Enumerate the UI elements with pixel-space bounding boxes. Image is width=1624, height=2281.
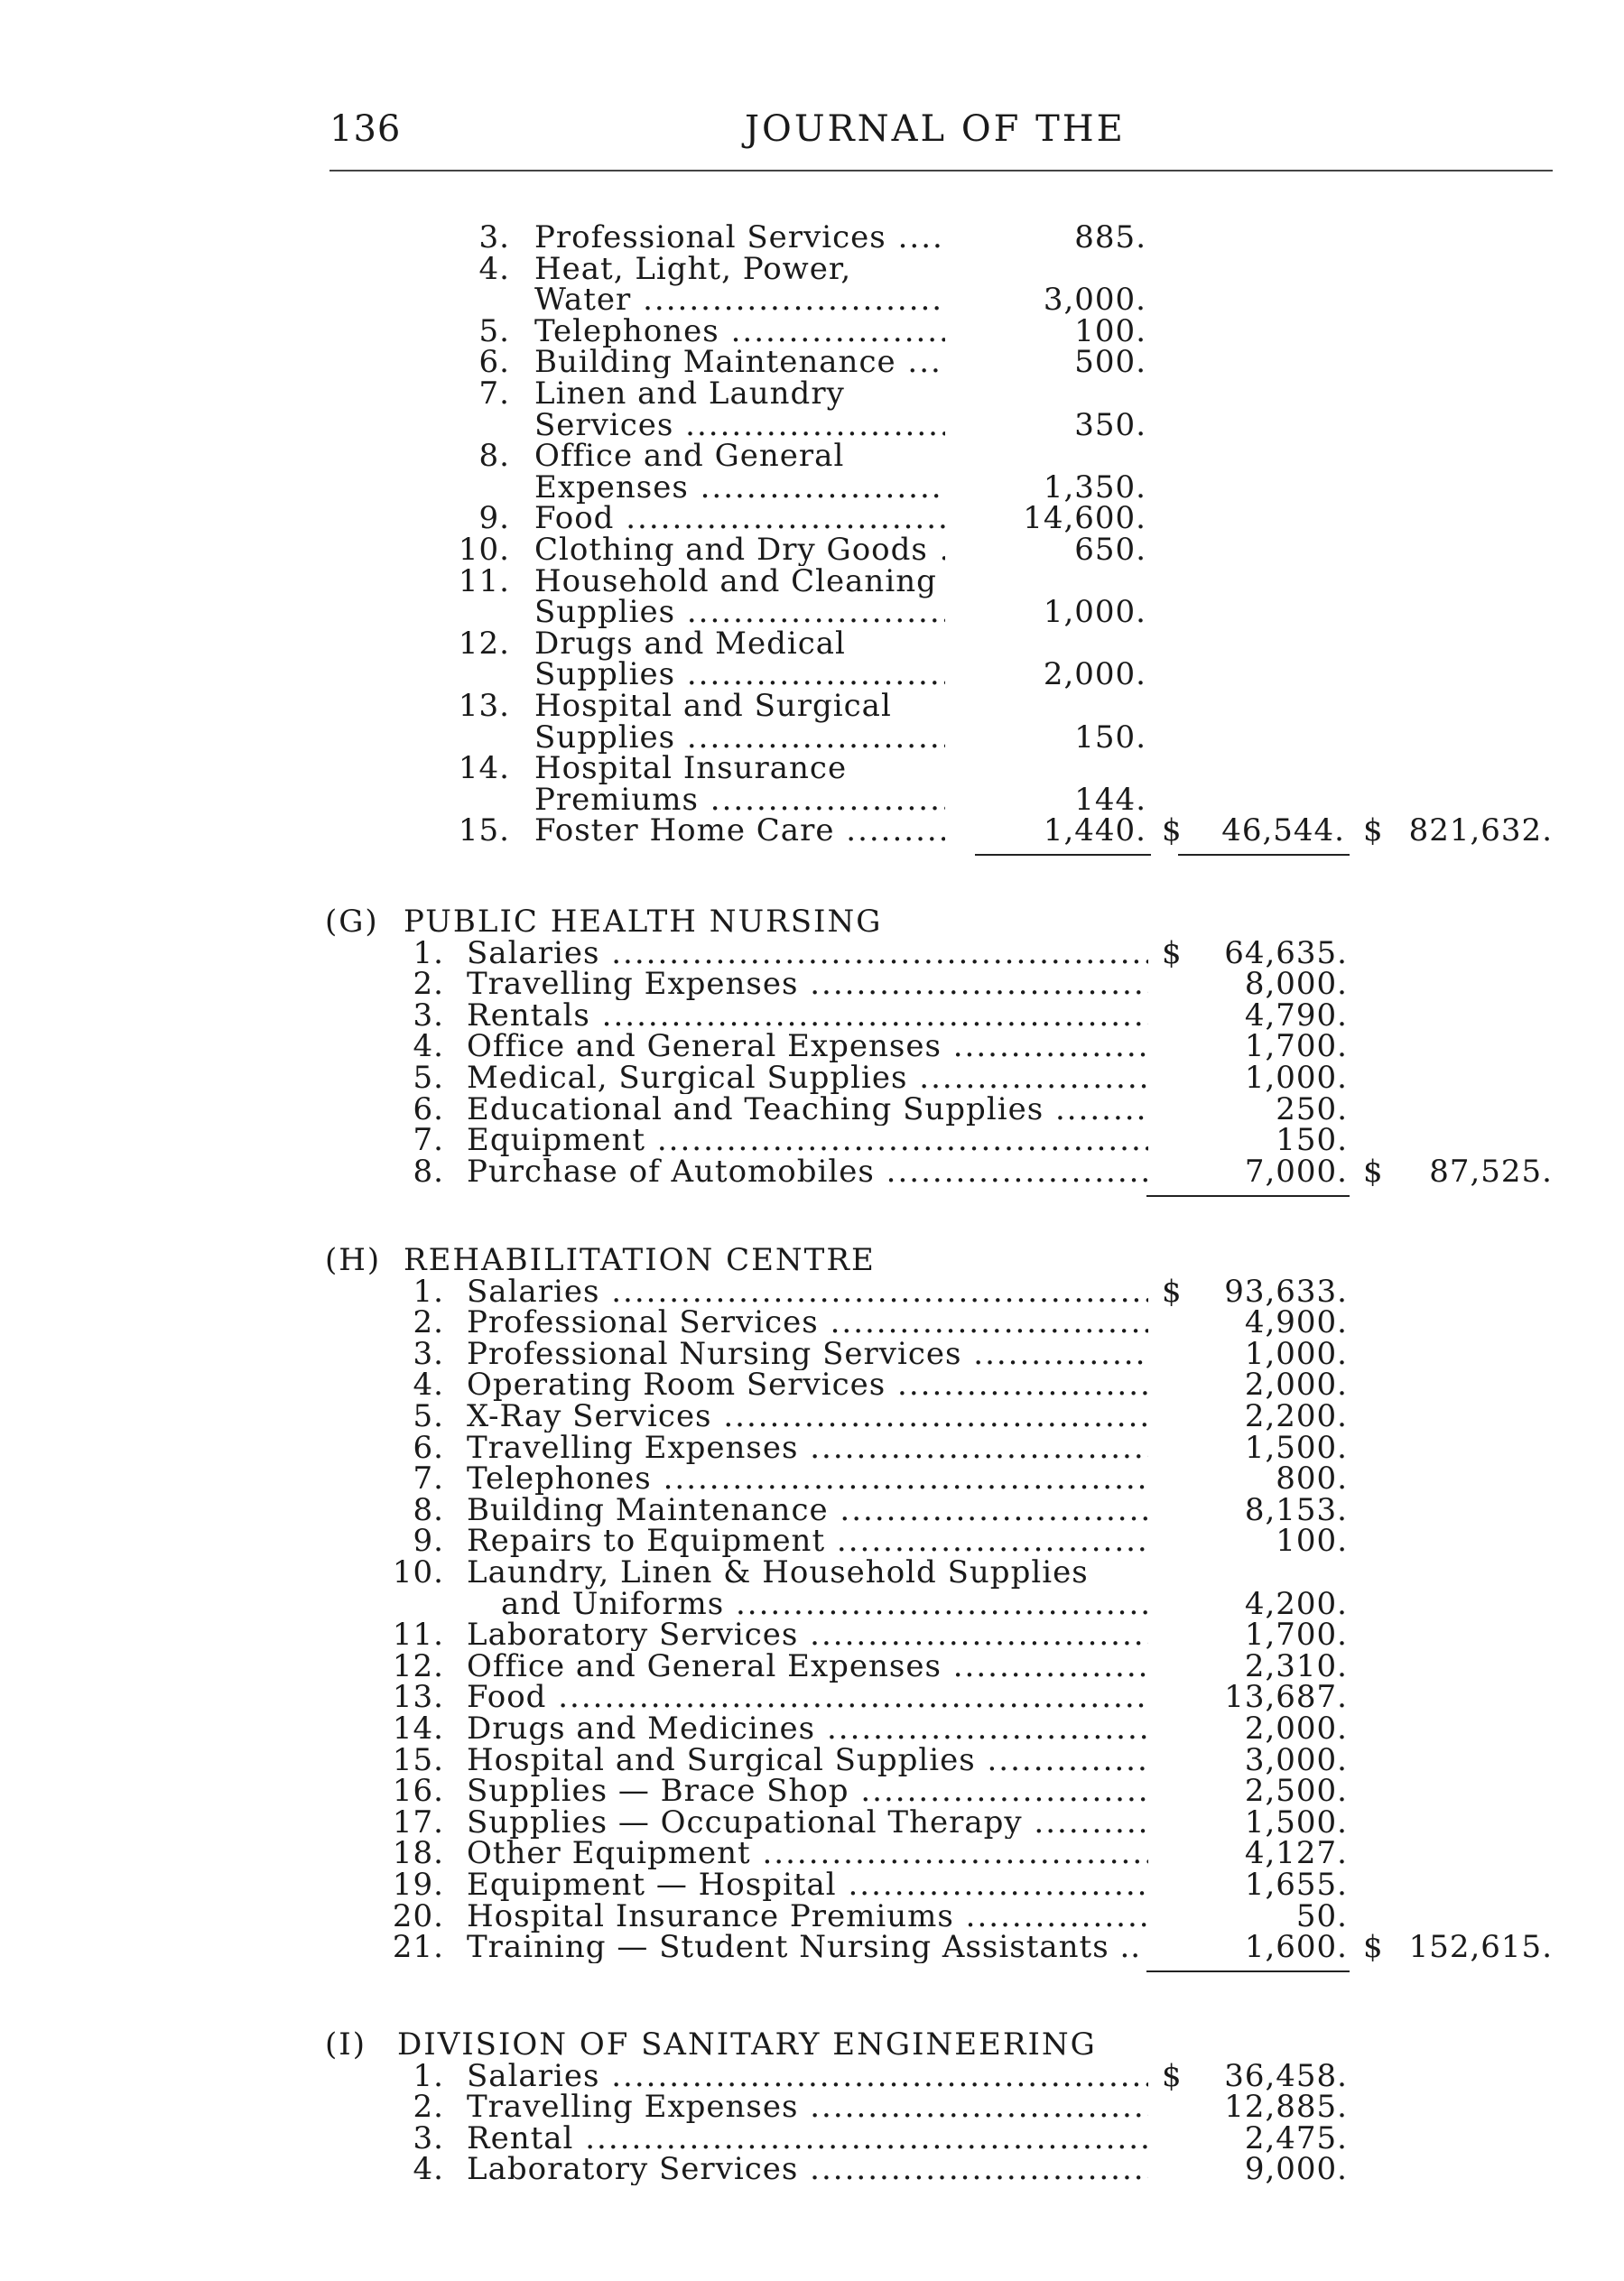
item-label: Laboratory Services ..... [467,2153,1148,2185]
item-label: Repairs to Equipment ..... [467,1525,1148,1557]
item-label: Equipment — Hospital ..... [467,1868,1148,1901]
item-label: Operating Room Services ..... [467,1368,1148,1401]
item-amount: 150. [1276,1122,1348,1159]
item-number: 6. [413,1090,444,1127]
item-number: 1. [413,934,444,971]
item-number: 18. [392,1835,444,1872]
item-label: Training — Student Nursing Assistants .. ..... [467,1931,1148,1963]
item-number: 2. [413,1304,444,1341]
item-number: 3. [413,2119,444,2156]
item-label: Water ..... [534,283,945,316]
sum-rule [1146,1195,1350,1197]
dollar-sign: $ [1363,1929,1384,1966]
item-number: 1. [413,1273,444,1310]
item-amount: 36,458. [1224,2057,1348,2094]
item-number: 8. [413,1491,444,1528]
item-label: Building Maintenance ..... [467,1494,1148,1526]
item-amount: 100. [1276,1523,1348,1560]
item-label: Travelling Expenses ..... [467,1432,1148,1464]
item-amount: 50. [1295,1897,1348,1934]
section-letter: (G) [325,904,379,940]
dollar-sign: $ [1162,934,1183,971]
journal-title: JOURNAL OF THE [745,108,1126,150]
item-number: 11. [458,562,510,599]
section-title: DIVISION OF SANITARY ENGINEERING [397,2026,1097,2063]
item-amount: 1,600. [1244,1929,1348,1966]
item-amount: 93,633. [1224,1273,1348,1310]
item-number: 15. [458,812,510,849]
sum-rule [1178,854,1350,856]
total-amount: 152,615. [1408,1929,1553,1966]
item-amount: 1,500. [1244,1803,1348,1841]
item-label: Salaries ..... [467,1275,1148,1308]
item-amount: 8,000. [1244,966,1348,1003]
item-amount: 1,000. [1244,1060,1348,1096]
item-number: 17. [392,1803,444,1841]
item-label: Laboratory Services ..... [467,1618,1148,1651]
item-number: 12. [458,625,510,662]
header-rule [329,170,1553,172]
item-label: Educational and Teaching Supplies ..... [467,1093,1148,1126]
item-label: Hospital and Surgical [534,688,892,724]
item-label: Heat, Light, Power, [534,250,852,287]
item-label: Foster Home Care ..... [534,814,945,847]
item-number: 3. [413,997,444,1034]
item-amount: 250. [1276,1090,1348,1127]
item-number: 14. [392,1711,444,1747]
item-amount: 100. [1074,312,1146,349]
item-label: X-Ray Services ..... [467,1400,1148,1433]
item-label: Travelling Expenses ..... [467,968,1148,1000]
item-label: Hospital and Surgical Supplies ..... [467,1744,1148,1776]
item-label: Travelling Expenses ..... [467,2091,1148,2123]
item-number: 13. [458,688,510,724]
item-amount: 3,000. [1244,1741,1348,1778]
item-label: Building Maintenance ..... [534,346,945,378]
item-amount: 2,000. [1244,1711,1348,1747]
item-label: Premiums ..... [534,784,945,816]
item-label: Rental ..... [467,2122,1148,2155]
page-header [329,108,1553,162]
item-number: 7. [413,1460,444,1497]
item-amount: 64,635. [1224,934,1348,971]
item-number: 2. [413,966,444,1003]
item-number: 21. [392,1929,444,1966]
item-number: 16. [392,1773,444,1810]
item-number: 19. [392,1867,444,1903]
item-amount: 7,000. [1244,1153,1348,1190]
total-amount: 821,632. [1408,812,1553,849]
item-number: 3. [413,1335,444,1372]
item-amount: 800. [1276,1460,1348,1497]
item-label: Expenses ..... [534,471,945,504]
item-amount: 4,200. [1244,1585,1348,1622]
item-number: 9. [413,1523,444,1560]
item-number: 5. [478,312,510,349]
item-amount: 13,687. [1224,1679,1348,1716]
item-label: Telephones ..... [467,1462,1148,1495]
item-number: 12. [392,1647,444,1684]
section-title: REHABILITATION CENTRE [404,1242,876,1278]
item-number: 14. [458,750,510,787]
item-label: Other Equipment ..... [467,1837,1148,1869]
item-number: 4. [413,1367,444,1404]
item-label: Hospital Insurance Premiums ..... [467,1900,1148,1933]
item-amount: 885. [1074,219,1146,255]
item-amount: 12,885. [1224,2089,1348,2126]
item-amount: 1,500. [1244,1429,1348,1466]
item-label: Clothing and Dry Goods ..... [534,533,945,566]
item-label: Household and Cleaning [534,562,937,599]
item-amount: 1,700. [1244,1028,1348,1065]
item-label: Purchase of Automobiles ..... [467,1155,1148,1188]
item-label: Drugs and Medicines ..... [467,1712,1148,1745]
item-number: 6. [478,344,510,381]
item-label: Office and General [534,438,845,475]
item-label: Office and General Expenses ..... [467,1030,1148,1062]
item-amount: 8,153. [1244,1491,1348,1528]
item-label: Professional Nursing Services ..... [467,1338,1148,1370]
item-number: 10. [392,1554,444,1590]
item-amount: 4,127. [1244,1835,1348,1872]
item-label: Hospital Insurance [534,750,848,787]
item-amount: 350. [1074,406,1146,443]
item-amount: 14,600. [1023,500,1146,537]
item-label: Office and General Expenses ..... [467,1650,1148,1683]
item-label: Drugs and Medical [534,625,846,662]
item-amount: 650. [1074,532,1146,568]
item-label: Food ..... [467,1681,1148,1713]
item-label: Supplies — Occupational Therapy ..... [467,1806,1148,1839]
item-label: Salaries ..... [467,937,1148,969]
dollar-sign: $ [1363,1153,1384,1190]
item-number: 9. [478,500,510,537]
item-amount: 1,350. [1043,468,1146,505]
item-number: 8. [478,438,510,475]
item-label: Supplies ..... [534,721,945,754]
item-amount: 3,000. [1043,282,1146,319]
item-number: 13. [392,1679,444,1716]
item-number: 4. [413,1028,444,1065]
dollar-sign: $ [1363,812,1384,849]
item-number: 4. [413,2151,444,2188]
item-label: Medical, Surgical Supplies ..... [467,1062,1148,1094]
item-number: 1. [413,2057,444,2094]
item-label: Supplies ..... [534,658,945,691]
page-number: 136 [329,108,402,150]
item-label: Supplies ..... [534,596,945,628]
item-amount: 1,000. [1244,1335,1348,1372]
sum-rule [975,854,1151,856]
subtotal-amount: 46,544. [1221,812,1345,849]
item-label: Salaries ..... [467,2060,1148,2092]
item-amount: 2,200. [1244,1398,1348,1434]
sum-rule [1146,1970,1350,1972]
item-number: 11. [392,1617,444,1654]
item-number: 4. [478,250,510,287]
item-amount: 4,900. [1244,1304,1348,1341]
item-number: 6. [413,1429,444,1466]
item-label: Supplies — Brace Shop ..... [467,1775,1148,1807]
item-number: 5. [413,1060,444,1096]
item-amount: 1,000. [1043,594,1146,631]
item-number: 15. [392,1741,444,1778]
item-number: 7. [478,376,510,412]
item-amount: 500. [1074,344,1146,381]
item-number: 2. [413,2089,444,2126]
item-amount: 144. [1074,781,1146,818]
item-label: and Uniforms ..... [501,1588,1148,1620]
item-label: Laundry, Linen & Household Supplies [467,1554,1089,1590]
item-amount: 2,000. [1244,1367,1348,1404]
item-label: Food ..... [534,502,945,534]
dollar-sign: $ [1162,812,1183,849]
item-number: 5. [413,1398,444,1434]
item-label: Linen and Laundry [534,376,845,412]
section-letter: (H) [325,1242,382,1278]
item-label: Telephones ..... [534,315,945,348]
item-label: Equipment ..... [467,1124,1148,1156]
item-label: Professional Services ..... [534,221,945,254]
item-amount: 4,790. [1244,997,1348,1034]
item-number: 10. [458,532,510,568]
item-label: Professional Services ..... [467,1306,1148,1339]
item-amount: 1,700. [1244,1617,1348,1654]
item-amount: 2,000. [1043,656,1146,693]
item-label: Rentals ..... [467,999,1148,1032]
section-title: PUBLIC HEALTH NURSING [404,904,883,940]
total-amount: 87,525. [1429,1153,1553,1190]
item-amount: 9,000. [1244,2151,1348,2188]
dollar-sign: $ [1162,1273,1183,1310]
item-amount: 150. [1074,719,1146,756]
item-number: 3. [478,219,510,255]
item-amount: 1,440. [1043,812,1146,849]
item-number: 20. [392,1897,444,1934]
section-letter: (I) [325,2026,367,2063]
item-label: Services ..... [534,409,945,441]
item-number: 7. [413,1122,444,1159]
item-amount: 2,475. [1244,2119,1348,2156]
dollar-sign: $ [1162,2057,1183,2094]
item-amount: 2,310. [1244,1647,1348,1684]
item-amount: 1,655. [1244,1867,1348,1903]
item-number: 8. [413,1153,444,1190]
item-amount: 2,500. [1244,1773,1348,1810]
